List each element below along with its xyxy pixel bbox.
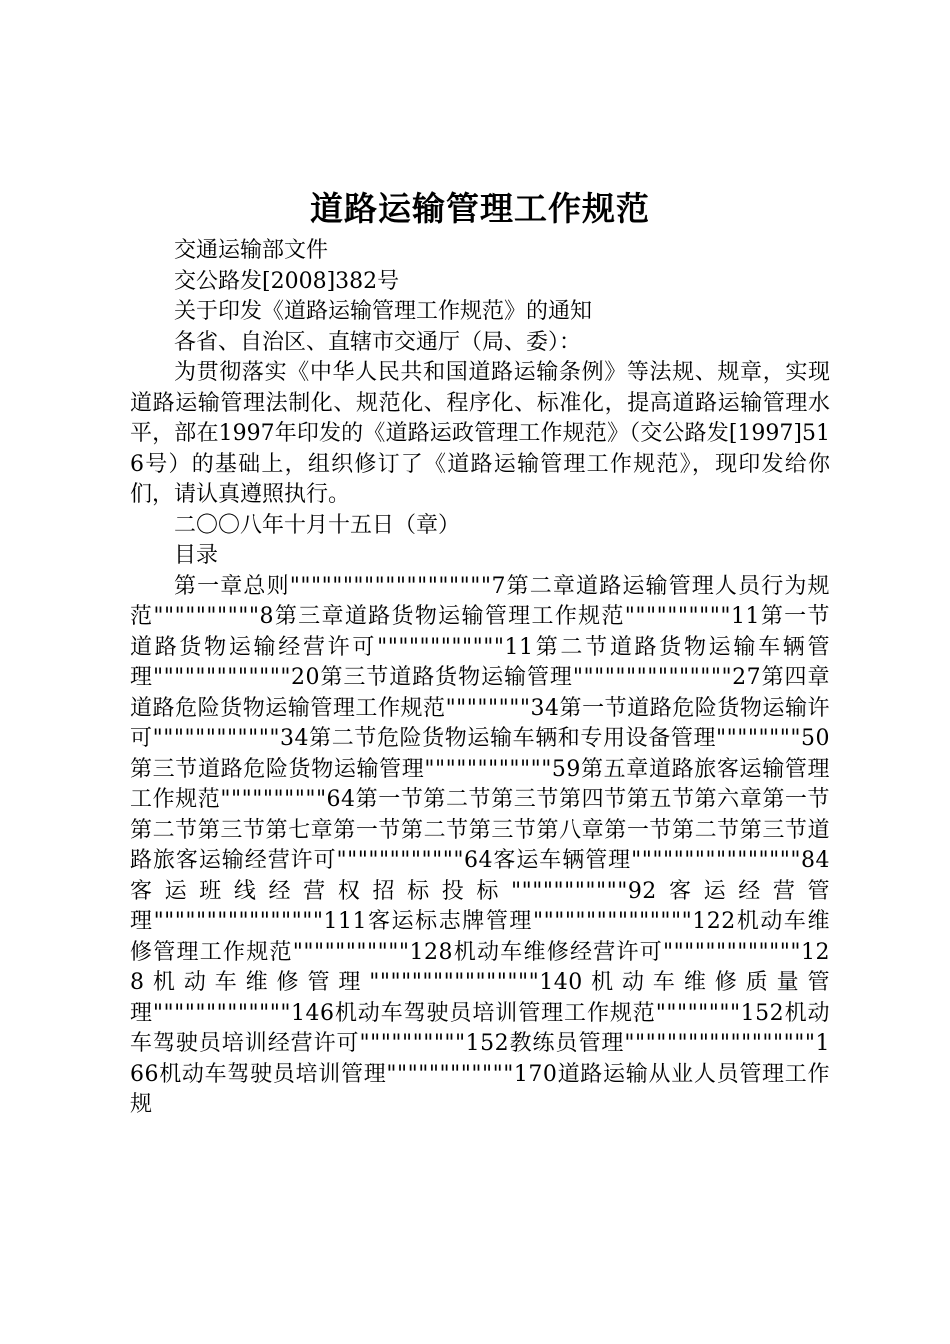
toc-heading: 目录 <box>174 543 219 568</box>
document-title: 道路运输管理工作规范 <box>310 189 650 228</box>
notice-title: 关于印发《道路运输管理工作规范》的通知 <box>174 299 593 324</box>
toc-text: 第一章总则"""""""""""""""""""7第二章道路运输管理人员行为规范""""""""""8第三章道路货物运输管理工作规范""""""""""11第一节道路货物运输经营许可""""""""""""11第二节道路货物运输车辆管理"""""""""""""20第三节道路货物运输管理"""""""""""""""27第四章道路危险货物运输管理工作规范""""""""34第一节道路危险货物运输许可""""""""""""34第二节危险货物运输车辆和专用设备管理""""""""50第三节道路危险货物运输管理""""""""""""59第五章道路旅客运输管理工作规范""""""""""64第一节第二节第三节第四节第五节第六章第一节第二节第三节第七章第一节第二节第三节第八章第一节第二节第三节道路旅客运输经营许可""""""""""""64客运车辆管理""""""""""""""""84客运班线经营权招标投标"""""""""""92客运经营管理""""""""""""""""111客运标志牌管理"""""""""""""""122机动车维修管理工作规范"""""""""""128机动车维修经营许可"""""""""""""128机动车维修管理""""""""""""""""140机动车维修质量管理"""""""""""""146机动车驾驶员培训管理工作规范""""""""152机动车驾驶员培训经营许可""""""""""152教练员管理""""""""""""""""""166机动车驾驶员培训管理""""""""""""170道路运输从业人员管理工作规 <box>130 573 830 1117</box>
document-number: 交公路发[2008]382号 <box>174 268 400 294</box>
recipients-line: 各省、自治区、直辖市交通厅（局、委）： <box>174 329 582 355</box>
issuer-line: 交通运输部文件 <box>174 238 329 263</box>
document-page <box>130 185 830 1121</box>
date-line: 二〇〇八年十月十五日（章） <box>174 512 461 538</box>
body-paragraph: 为贯彻落实《中华人民共和国道路运输条例》等法规、规章，实现道路运输管理法制化、规范化、程序化、标准化，提高道路运输管理水平，部在1997年印发的《道路运政管理工作规范》（交公路发[1997]516号）的基础上，组织修订了《道路运输管理工作规范》，现印发给你们，请认真遵照执行。 <box>130 360 830 507</box>
